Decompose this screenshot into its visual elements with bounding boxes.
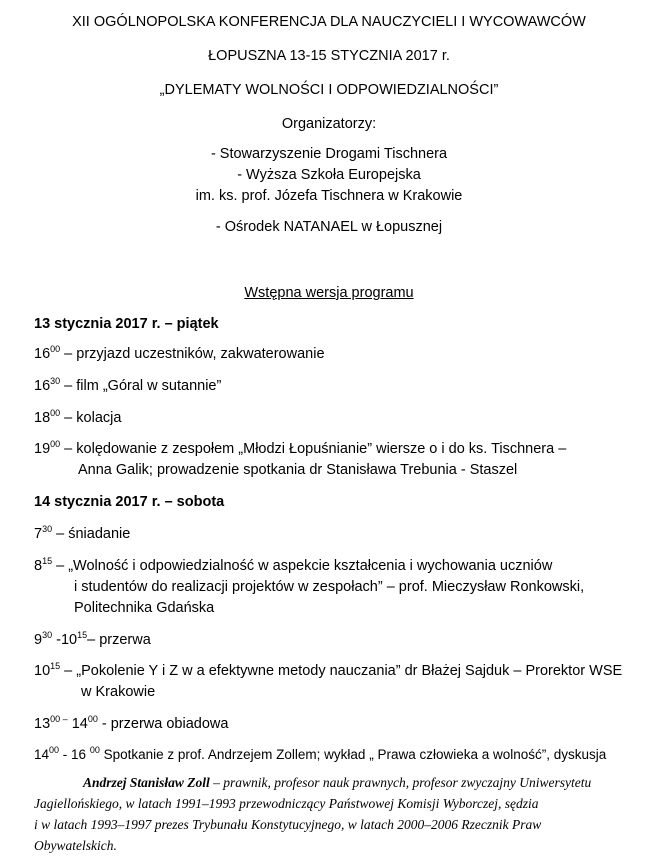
schedule-item: $8^{15}$ – „Wolność i odpowiedzialność w aspekcie kształcenia i wychowania uczniów xyxy=(34,556,553,574)
organizer-3: - Ośrodek NATANAEL w Łopusznej xyxy=(215,219,443,235)
organizer-1: - Stowarzyszenie Drogami Tischnera xyxy=(210,146,448,162)
schedule-item: $16^{30}$ – film „Góral w sutannie” xyxy=(34,376,222,394)
schedule-item: $18^{00}$ – kolacja xyxy=(34,408,122,426)
schedule-item: $9^{30}$ $-10^{15}-$ przerwa xyxy=(34,630,151,648)
schedule-item-continuation: w Krakowie xyxy=(81,684,156,700)
bio-line: Obywatelskich. xyxy=(34,838,117,853)
bio-line: Jagiellońskiego, w latach 1991–1993 przewodniczący Państwowej Komisji Wyborczej, sędzia xyxy=(34,796,539,811)
organizer-2-detail: im. ks. prof. Józefa Tischnera w Krakowie xyxy=(195,188,463,204)
organizers-heading: Organizatorzy: xyxy=(281,116,377,132)
schedule-item-continuation: Politechnika Gdańska xyxy=(74,600,215,616)
bio-name: Andrzej Stanisław Zoll xyxy=(83,775,210,790)
day1-heading: 13 stycznia 2017 r. – piątek xyxy=(34,316,219,332)
schedule-item: $13^{00 -}$ $14^{00}$ - przerwa obiadowa xyxy=(34,714,229,732)
program-title: Wstępna wersja programu xyxy=(244,285,414,301)
schedule-item-continuation: i studentów do realizacji projektów w zespołach” – prof. Mieczysław Ronkowski, xyxy=(74,579,585,595)
day2-heading: 14 stycznia 2017 r. – sobota xyxy=(34,494,225,510)
schedule-item-continuation: Anna Galik; prowadzenie spotkania dr Stanisława Trebunia - Staszel xyxy=(78,462,518,478)
organizer-2: - Wyższa Szkoła Europejska xyxy=(237,167,421,183)
schedule-item: $14^{00} - 16$ $^{00}$ Spotkanie z prof. Andrzejem Zollem; wykład „ Prawa człowieka a wolność”, dyskusja xyxy=(34,745,607,762)
conference-theme: „DYLEMATY WOLNOŚCI I ODPOWIEDZIALNOŚCI” xyxy=(159,82,499,98)
schedule-item: $19^{00}$ – kolędowanie z zespołem „Młodzi Łopuśnianie” wiersze o i do ks. Tischnera – xyxy=(34,439,567,457)
schedule-item: $10^{15}$ – „Pokolenie Y i Z w a efektywne metody nauczania” dr Błażej Sajduk – Prorektor WSE xyxy=(34,661,623,679)
place-date: ŁOPUSZNA 13-15 STYCZNIA 2017 r. xyxy=(208,48,450,64)
schedule-item: $16^{00}$ – przyjazd uczestników, zakwaterowanie xyxy=(34,344,325,362)
bio-line: Andrzej Stanisław Zoll – prawnik, profesor nauk prawnych, profesor zwyczajny Uniwersytetu xyxy=(83,775,592,790)
conference-title: XII OGÓLNOPOLSKA KONFERENCJA DLA NAUCZYCIELI I WYCOWAWCÓW xyxy=(72,14,586,30)
schedule-item: $7^{30}$ – śniadanie xyxy=(34,524,131,542)
bio-line: i w latach 1993–1997 prezes Trybunału Konstytucyjnego, w latach 2000–2006 Rzecznik Praw xyxy=(34,817,542,832)
